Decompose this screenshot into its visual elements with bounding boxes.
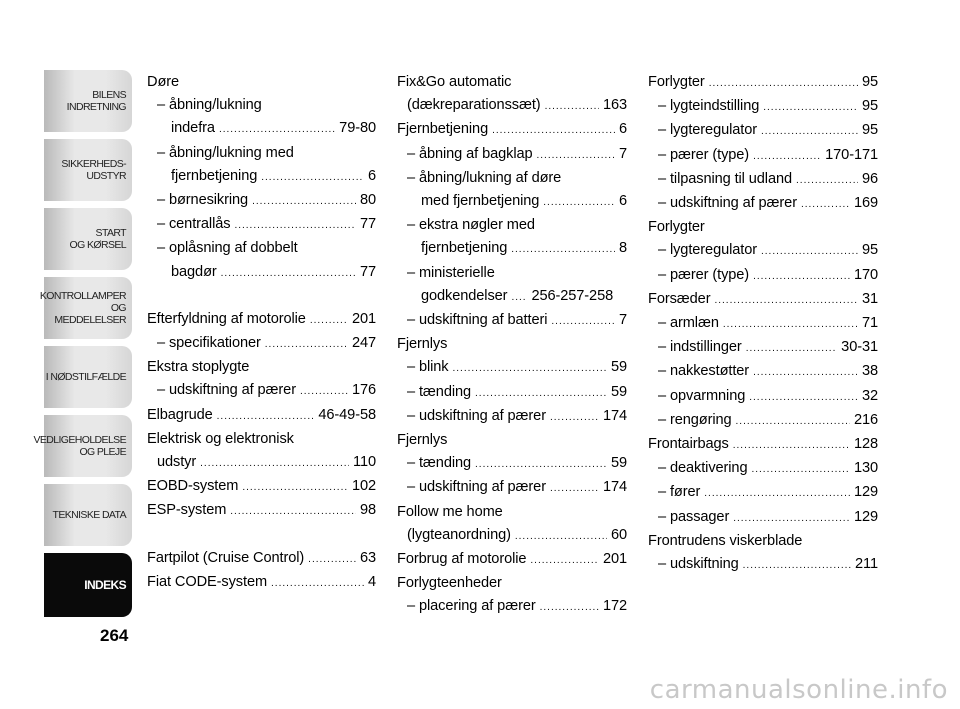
- page-number: 264: [100, 626, 129, 645]
- index-entry: Fiat CODE-system ..... 4: [147, 571, 376, 595]
- index-subentry: – åbning/lukning af døre: [407, 169, 562, 186]
- index-subentry: – udskiftning af pærer ..... 174: [397, 476, 627, 500]
- index-subentry: – lygteregulator ..... 95: [648, 239, 878, 263]
- watermark: carmanualsonline.info: [649, 675, 948, 705]
- index-heading: Forlygteenheder: [397, 575, 502, 592]
- index-entry: Fartpilot (Cruise Control) ..... 63: [147, 547, 376, 571]
- index-subentry: – udskiftning af pærer ..... 169: [648, 192, 878, 216]
- index-entry: Forlygter ..... 95: [648, 71, 878, 95]
- index-entry-cont: (lygteanordning) ..... 60: [397, 524, 627, 548]
- index-subentry: – ekstra nøgler med: [407, 217, 535, 234]
- index-subentry: – specifikationer ..... 247: [147, 332, 376, 356]
- index-subentry: – pærer (type) ..... 170: [648, 264, 878, 288]
- tab-i-nodstilfaelde[interactable]: I NØDSTILFÆLDE: [44, 346, 132, 408]
- index-subentry: – placering af pærer ..... 172: [397, 595, 627, 619]
- index-heading: Forlygter: [648, 219, 705, 236]
- index-entry: Forsæder ..... 31: [648, 288, 878, 312]
- index-entry: ESP-system ..... 98: [147, 499, 376, 523]
- index-subentry: – lygteregulator ..... 95: [648, 119, 878, 143]
- index-column-1: [147, 71, 376, 595]
- tab-kontrollamper[interactable]: KONTROLLAMPER OG MEDDELELSER: [44, 277, 132, 339]
- index-subentry: – passager ..... 129: [648, 506, 878, 530]
- index-heading: Frontrudens viskerblade: [648, 532, 803, 549]
- index-subentry: – børnesikring ..... 80: [147, 189, 376, 213]
- index-subentry: – opvarmning ..... 32: [648, 385, 878, 409]
- index-entry-cont: (dækreparationssæt) ..... 163: [397, 94, 627, 118]
- index-subentry: – tilpasning til udland ..... 96: [648, 168, 878, 192]
- index-heading: Fjernlys: [397, 432, 448, 449]
- index-entry: Frontairbags ..... 128: [648, 433, 878, 457]
- tab-indeks[interactable]: INDEKS: [44, 553, 132, 617]
- index-subentry: – armlæn ..... 71: [648, 312, 878, 336]
- index-heading: Fix&Go automatic: [397, 74, 512, 90]
- index-subentry: – pærer (type) ..... 170-171: [648, 144, 878, 168]
- index-subentry: – åbning/lukning med: [157, 144, 294, 161]
- index-entry: EOBD-system ..... 102: [147, 475, 376, 499]
- index-subentry: – udskiftning af pærer ..... 174: [397, 405, 627, 429]
- index-subentry: – deaktivering ..... 130: [648, 457, 878, 481]
- tab-vedligeholdelse[interactable]: VEDLIGEHOLDELSE OG PLEJE: [44, 415, 132, 477]
- index-subentry-cont: bagdør ..... 77: [147, 261, 376, 285]
- index-subentry-cont: indefra ..... 79-80: [147, 117, 376, 141]
- index-subentry: – centrallås ..... 77: [147, 213, 376, 237]
- section-tabs: [33, 70, 132, 624]
- index-heading: Follow me home: [397, 503, 503, 520]
- index-subentry: – ministerielle: [407, 264, 495, 281]
- index-subentry: – rengøring ..... 216: [648, 409, 878, 433]
- index-subentry-cont: med fjernbetjening ..... 6: [397, 190, 627, 214]
- index-entry: Efterfyldning af motorolie ..... 201: [147, 308, 376, 332]
- index-subentry-cont: fjernbetjening ..... 8: [397, 237, 627, 261]
- index-subentry: – fører ..... 129: [648, 481, 878, 505]
- tab-start-og-korsel[interactable]: START OG KØRSEL: [44, 208, 132, 270]
- index-entry-cont: udstyr ..... 110: [147, 451, 376, 475]
- index-column-3: [648, 71, 878, 577]
- index-subentry: – oplåsning af dobbelt: [157, 240, 298, 257]
- index-subentry: – tænding ..... 59: [397, 381, 627, 405]
- index-heading: Elektrisk og elektronisk: [147, 430, 294, 447]
- index-subentry: – udskiftning ..... 211: [648, 553, 878, 577]
- index-subentry: – lygteindstilling ..... 95: [648, 95, 878, 119]
- tab-sikkerhedsudstyr[interactable]: SIKKERHEDS- UDSTYR: [44, 139, 132, 201]
- index-subentry: – udskiftning af pærer ..... 176: [147, 379, 376, 403]
- index-subentry: – udskiftning af batteri ..... 7: [397, 309, 627, 333]
- index-column-2: [397, 71, 627, 620]
- tab-tekniske-data[interactable]: TEKNISKE DATA: [44, 484, 132, 546]
- index-entry: Fjernbetjening ..... 6: [397, 118, 627, 142]
- index-subentry: – åbning/lukning: [157, 97, 262, 114]
- index-subentry: – nakkestøtter ..... 38: [648, 360, 878, 384]
- index-entry: Elbagrude ..... 46-49-58: [147, 404, 376, 428]
- index-heading: Ekstra stoplygte: [147, 359, 250, 376]
- index-heading: Fjernlys: [397, 336, 448, 353]
- tab-bilens-indretning[interactable]: BILENS INDRETNING: [44, 70, 132, 132]
- index-subentry: – indstillinger ..... 30-31: [648, 336, 878, 360]
- index-subentry-cont: godkendelser ..... 256-257-258: [397, 285, 627, 309]
- index-subentry: – tænding ..... 59: [397, 452, 627, 476]
- index-heading: Døre: [147, 74, 180, 90]
- index-subentry: – åbning af bagklap ..... 7: [397, 143, 627, 167]
- index-entry: Forbrug af motorolie ..... 201: [397, 548, 627, 572]
- index-subentry: – blink ..... 59: [397, 356, 627, 380]
- index-subentry-cont: fjernbetjening ..... 6: [147, 165, 376, 189]
